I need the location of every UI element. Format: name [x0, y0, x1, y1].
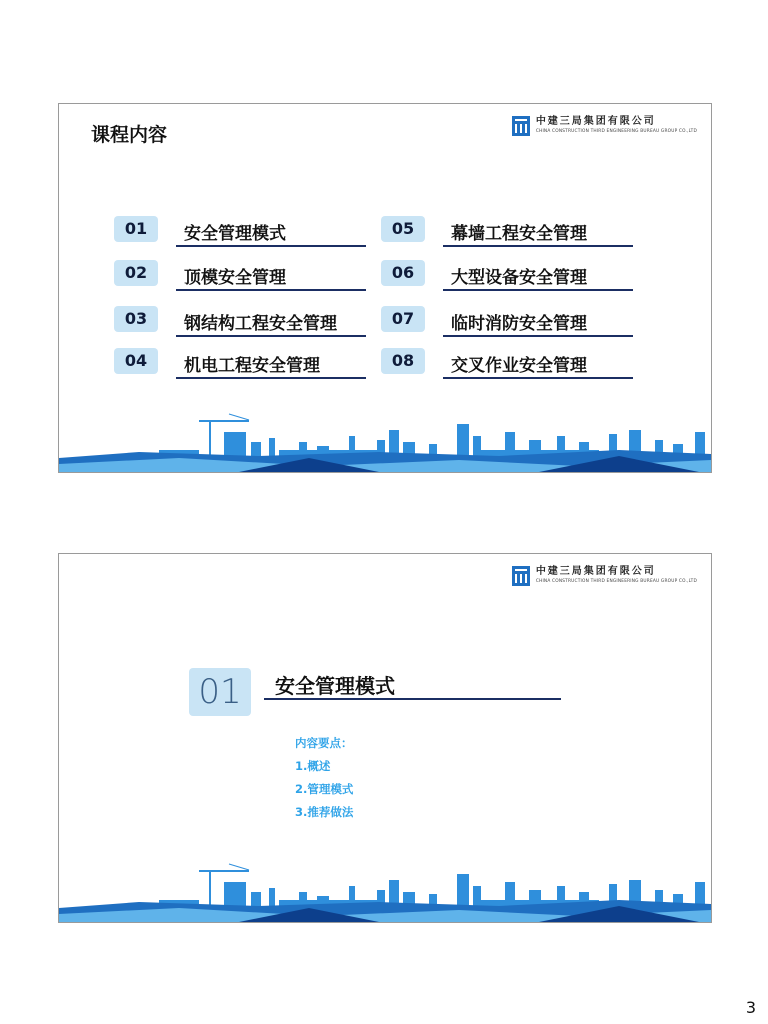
course-item-label: 幕墙工程安全管理 [451, 224, 587, 244]
key-point-item: 3.推荐做法 [295, 805, 354, 819]
key-points-heading: 内容要点： [295, 736, 353, 750]
course-item-number: 04 [114, 348, 158, 374]
course-item-underline [443, 335, 633, 337]
key-points [295, 732, 353, 824]
page-number: 3 [745, 998, 756, 1017]
company-logo [512, 116, 697, 136]
slide-course-contents [58, 103, 712, 473]
course-item-label: 临时消防安全管理 [451, 314, 587, 334]
course-item-number: 07 [381, 306, 425, 332]
course-item-number: 08 [381, 348, 425, 374]
section-underline [264, 698, 561, 700]
course-item-label: 大型设备安全管理 [451, 268, 587, 288]
course-item-number: 03 [114, 306, 158, 332]
company-logo [512, 566, 697, 586]
section-number: 01 [189, 668, 251, 716]
company-logo-icon [512, 116, 530, 136]
course-item-label: 安全管理模式 [184, 224, 286, 244]
course-item-underline [176, 289, 366, 291]
course-item-number: 01 [114, 216, 158, 242]
city-skyline-decoration [59, 862, 711, 922]
course-item-label: 交叉作业安全管理 [451, 356, 587, 376]
slide-section-01 [58, 553, 712, 923]
company-name-cn: 中建三局集团有限公司 [535, 116, 656, 127]
course-item-number: 06 [381, 260, 425, 286]
slide-title: 课程内容 [91, 124, 168, 146]
section-title: 安全管理模式 [275, 674, 395, 698]
company-name-cn: 中建三局集团有限公司 [535, 566, 656, 577]
key-point-item: 1.概述 [295, 759, 331, 773]
company-logo-icon [512, 566, 530, 586]
course-item-underline [443, 289, 633, 291]
company-name-en: CHINA CONSTRUCTION THIRD ENGINEERING BUREAU GROUP CO.,LTD [535, 129, 697, 134]
course-item-number: 02 [114, 260, 158, 286]
key-point-item: 2.管理模式 [295, 782, 354, 796]
course-item-underline [443, 245, 633, 247]
course-item-underline [176, 335, 366, 337]
course-item-number: 05 [381, 216, 425, 242]
course-item-underline [176, 377, 366, 379]
course-item-underline [443, 377, 633, 379]
course-item-label: 顶模安全管理 [184, 268, 286, 288]
course-item-label: 机电工程安全管理 [184, 356, 320, 376]
city-skyline-decoration [59, 412, 711, 472]
course-item-underline [176, 245, 366, 247]
course-item-label: 钢结构工程安全管理 [184, 314, 337, 334]
company-name-en: CHINA CONSTRUCTION THIRD ENGINEERING BUREAU GROUP CO.,LTD [535, 579, 697, 584]
